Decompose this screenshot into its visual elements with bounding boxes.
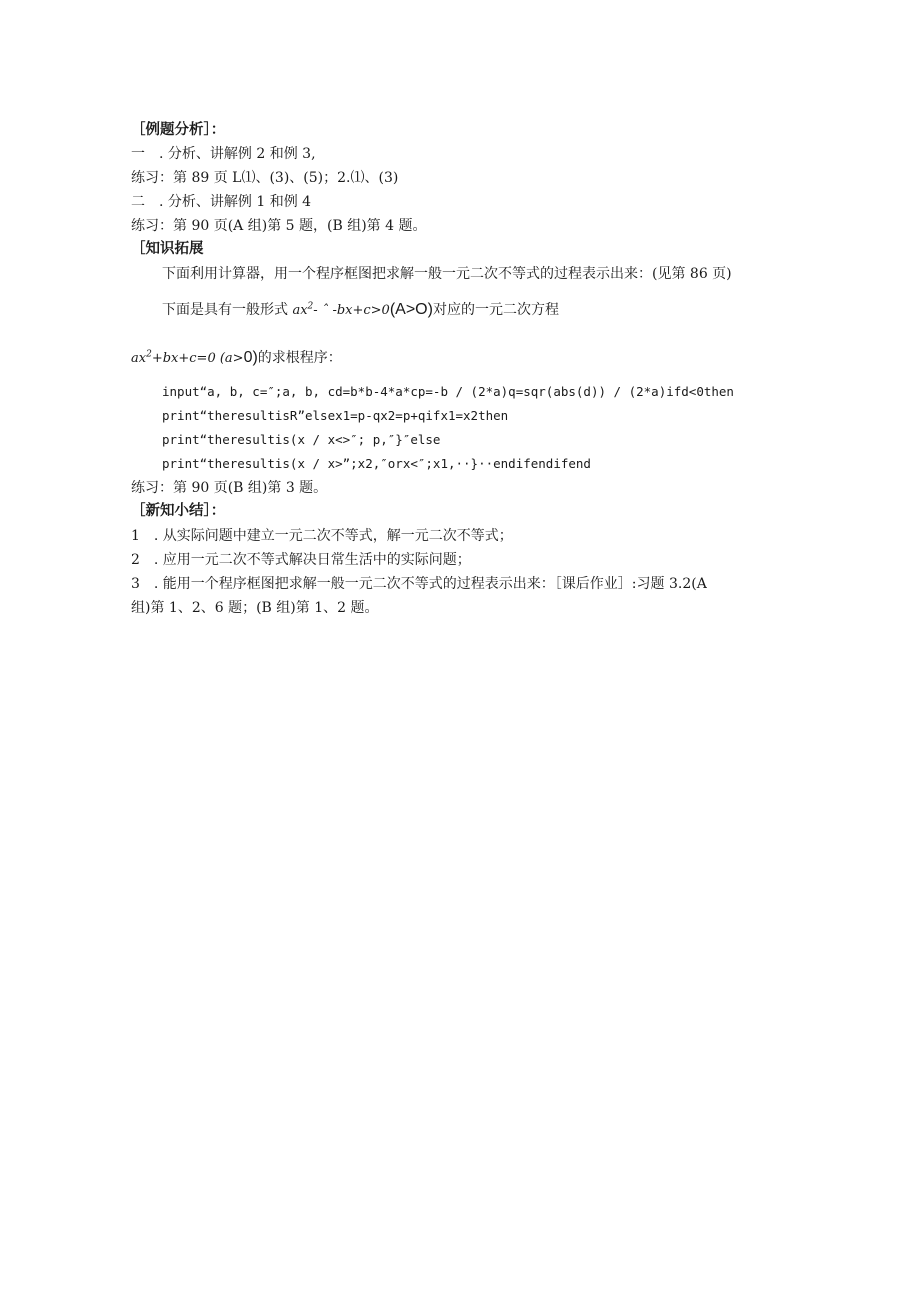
example-analysis-heading: ［例题分析］： bbox=[131, 122, 226, 138]
formula-condition: (A>O) bbox=[389, 301, 433, 318]
root-program-suffix: 的求根程序： bbox=[257, 350, 342, 366]
paragraph-root-program bbox=[131, 349, 342, 368]
formula-equation bbox=[131, 351, 244, 366]
formula-inequality bbox=[292, 303, 389, 318]
code-line-2: print“theresultisR”elsex1=p-qx2=p+qifx1=x2then bbox=[162, 408, 509, 423]
summary-item-3: 3 . 能用一个程序框图把求解一般一元二次不等式的过程表示出来：［课后作业］:习题 3.2(A bbox=[131, 576, 707, 592]
equation-tail: +bx+c=0 (a> bbox=[151, 351, 244, 366]
general-form-prefix: 下面是具有一般形式 bbox=[162, 302, 293, 318]
exercise-three: 练习：第 90 页(B 组)第 3 题。 bbox=[131, 480, 328, 496]
exercise-two: 练习：第 90 页(A 组)第 5 题，(B 组)第 4 题。 bbox=[131, 218, 427, 234]
summary-item-1: 1 . 从实际问题中建立一元二次不等式，解一元二次不等式； bbox=[131, 528, 513, 544]
item-one: 一 . 分析、讲解例 2 和例 3, bbox=[131, 146, 316, 162]
summary-heading: ［新知小结］： bbox=[131, 503, 226, 519]
code-line-3: print“theresultis(x / x<>″; p,″}″else bbox=[162, 432, 441, 447]
knowledge-extension-heading: ［知识拓展 bbox=[131, 241, 204, 257]
code-line-4: print“theresultis(x / x>”;x2,″orx<″;x1,··}··endifendifend bbox=[162, 456, 591, 471]
exercise-one: 练习：第 89 页 L⑴、(3)、(5)；2.⑴、(3) bbox=[131, 170, 399, 186]
summary-item-2: 2 . 应用一元二次不等式解决日常生活中的实际问题； bbox=[131, 552, 471, 568]
paragraph-calculator: 下面利用计算器，用一个程序框图把求解一般一元二次不等式的过程表示出来：(见第 86 页) bbox=[162, 266, 732, 282]
item-two: 二 . 分析、讲解例 1 和例 4 bbox=[131, 194, 312, 210]
equation-base: ax bbox=[131, 351, 147, 366]
general-form-suffix: 对应的一元二次方程 bbox=[432, 302, 559, 318]
formula-base: ax bbox=[292, 303, 308, 318]
formula-exponent: 2 bbox=[307, 301, 314, 312]
formula-tail: - ˆ -bx+c>0 bbox=[313, 303, 390, 318]
paragraph-general-form bbox=[162, 301, 559, 320]
equation-condition: 0) bbox=[243, 349, 258, 366]
summary-item-3-continued: 组)第 1、2、6 题；(B 组)第 1、2 题。 bbox=[131, 600, 379, 616]
code-line-1: input“a, b, c=″;a, b, cd=b*b-4*a*cp=-b / (2*a)q=sqr(abs(d)) / (2*a)ifd<0then bbox=[162, 384, 734, 399]
equation-exponent: 2 bbox=[146, 349, 152, 360]
